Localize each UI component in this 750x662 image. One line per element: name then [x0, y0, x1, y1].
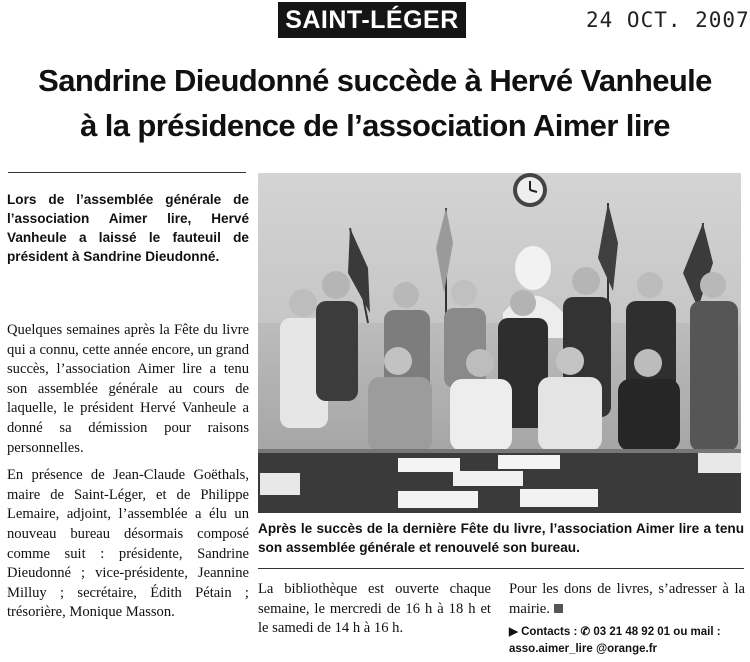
group-photo — [258, 173, 741, 513]
body-paragraph-1: Quelques semaines après la Fête du livre qui a connu, cette année encore, un grand succès, l’association Aimer lire a tenu son assemblée générale au cours de laquelle, le président Hervé Vanheule a donné sa démission pour raisons personnelles. — [7, 322, 249, 456]
photo-caption: Après le succès de la dernière Fête du livre, l’association Aimer lire a tenu son assemblée générale et renouvelé son bureau. — [258, 521, 744, 555]
library-hours — [258, 580, 491, 647]
contacts-or-mail: ou mail : — [673, 626, 721, 638]
headline — [0, 58, 750, 148]
group-photo-illustration — [258, 173, 741, 513]
phone-icon: ✆ — [580, 626, 591, 638]
end-mark-icon — [554, 604, 563, 613]
lead-rule — [8, 172, 246, 173]
footer-rule — [258, 568, 744, 569]
body-column — [7, 321, 249, 631]
contacts-email: asso.aimer_lire @orange.fr — [509, 643, 658, 655]
clock-icon — [513, 173, 547, 207]
table — [258, 449, 741, 513]
contacts-label: Contacts : — [521, 626, 578, 638]
headline-line-2: à la présidence de l’association Aimer lire — [80, 108, 670, 143]
section-kicker: SAINT-LÉGER — [278, 2, 466, 38]
library-hours-text: La bibliothèque est ouverte chaque semaine, le mercredi de 16 h à 18 h et le samedi de 14 h à 16 h. — [258, 581, 491, 637]
donations-text: Pour les dons de livres, s’adresser à la mairie. — [509, 581, 745, 617]
contacts-phone: 03 21 48 92 01 — [593, 626, 671, 638]
lead-paragraph: Lors de l’assemblée générale de l’association Aimer lire, Hervé Vanheule a laissé le fauteuil de président à Sandrine Dieudonné. — [7, 192, 249, 264]
arrow-right-icon: ▶ — [509, 626, 518, 638]
body-paragraph-2: En présence de Jean-Claude Goëthals, maire de Saint-Léger, et de Philippe Lemaire, adjoint, l’assemblée a élu un nouveau bureau désormais composé comme suit : présidente, Sandrine Dieudonné ; vice-présidente, Jeannine Milluy ; secrétaire, Édith Pétain ; trésorière, Monique Masson. — [7, 467, 249, 621]
contacts-block — [509, 624, 745, 658]
publication-date: 24 OCT. 2007 — [586, 8, 750, 32]
headline-line-1: Sandrine Dieudonné succède à Hervé Vanheule — [38, 63, 712, 98]
donations — [509, 580, 745, 627]
